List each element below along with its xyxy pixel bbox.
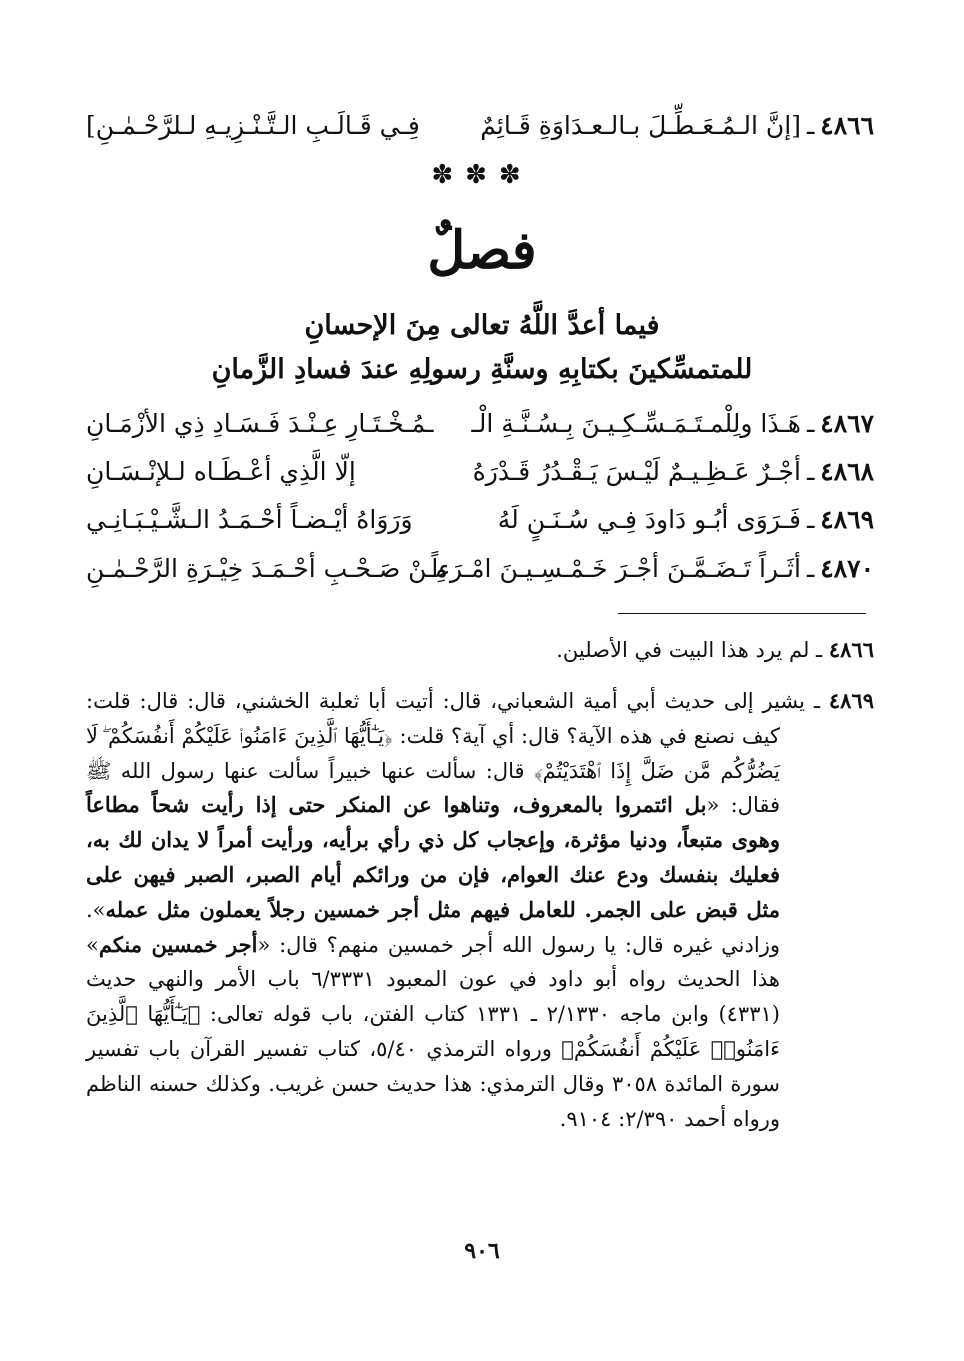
verse-4866 [86, 113, 874, 138]
page-number: ٩٠٦ [464, 1238, 500, 1264]
verse-first-hemistich: فَـرَوَى أبُـو دَاودَ فِـي سُـنَـنٍ لَهُ [497, 505, 801, 534]
verse-number: ٤٨٦٨ [820, 457, 874, 486]
section-heading-line-2: للمتمسِّكينَ بكتابِهِ وسنَّةِ رسولِهِ عندَ فسادِ الزَّمانِ [211, 354, 753, 385]
verse-dash: ـ [806, 111, 815, 140]
verse-dash: ـ [806, 457, 815, 486]
footnote-text-part-1: يشير إلى حديث أبي أمية الشعباني، قال: أتيت أبا ثعلبة الخشني، قال: قال: قلت: كيف نصنع في هذه الآية؟ قال: أي آية؟ قلت: ﴿يَـٰٓأَيُّهَا ٱلَّذِينَ ءَامَنُوا۟ عَلَيْكُمْ أَنفُسَكُمْ ۖ لَا يَضُرُّكُم مَّن ضَلَّ إِذَا ٱهْتَدَيْتُمْ﴾ قال: سألت عنها خبيراً سألت عنها رسول الله ﷺ فقال: « [86, 689, 805, 818]
verse-4867 [86, 411, 874, 436]
verse-second-hemistich: إلّا الَّذِي أعْـطَـاه لـلإنْـسَـانِ [86, 457, 356, 486]
verse-first-hemistich: هَـذَا ولِلْمـتَـمَـسِّـكِـيـنَ بِـسُـنَّـةِ الْـ [471, 409, 801, 438]
section-divider-stars: ✽✽✽ [431, 160, 533, 190]
verse-first-hemistich: [إنَّ الـمُـعَـطِّـلَ بـالـعـدَاوَةِ قَـائِمٌ [480, 111, 801, 140]
footnote-dash: ـ [805, 689, 829, 713]
footnote-number: ٤٨٦٩ [828, 688, 874, 713]
footnote-separator [618, 613, 866, 614]
verse-4869 [86, 507, 874, 532]
verse-first-hemistich: أجْـرٌ عَـظِـيـمٌ لَيْـسَ يَـقْـدُرُ قَـدْرَهُ [472, 457, 801, 486]
verse-number: ٤٨٦٩ [820, 505, 874, 534]
footnote-dash: ـ [809, 638, 823, 662]
verse-second-hemistich: فِـي قَـالَـبِ الـتَّـنْـزِيـهِ لـلرَّحْـمٰـنِ] [86, 111, 420, 140]
verse-second-hemistich: ـمُـخْـتَـارِ عِـنْـدَ فَـسَـادِ ذِي الأزْمَـانِ [86, 409, 434, 438]
footnote-paragraph [86, 684, 874, 1136]
section-heading-line-1: فيما أعدَّ اللَّهُ تعالى مِنَ الإحسانِ [304, 310, 660, 341]
footnote-text-part-3: » هذا الحديث رواه أبو داود في عون المعبود ٦/٣٣٣١ باب الأمر والنهي حديث (٤٣٣١) وابن ماجه ٢/١٣٣٠ ـ ١٣٣١ كتاب الفتن، باب قوله تعالى: ﴿يَـٰٓأَيُّهَا ٱلَّذِينَ ءَامَنُوا۟ عَلَيْكُمْ أَنفُسَكُمْ﴾ ورواه الترمذي ٥/٤٠، كتاب تفسير القرآن باب تفسير سورة المائدة ٣٠٥٨ وقال الترمذي: هذا حديث حسن غريب. وكذلك حسنه الناظم ورواه أحمد ٢/٣٩٠: ٩١٠٤. [86, 932, 780, 1131]
footnote-text-part-2: ». وزادني غيره قال: يا رسول الله أجر خمسين منهم؟ قال: « [86, 897, 780, 957]
footnote-4869 [86, 684, 874, 1136]
section-title: فصلٌ [427, 220, 537, 281]
hadith-quote-bold: بل ائتمروا بالمعروف، وتناهوا عن المنكر حتى إذا رأيت شحاً مطاعاً وهوى متبعاً، ودنيا مؤثرة، وإعجاب كل ذي رأي برأيه، ورأيت أمراً لا يدان لك به، فعليك بنفسك ودع عنك العوام، فإن من ورائكم أيام الصبر، الصبر فيهن على مثل قبض على الجمر. للعامل فيهم مثل أجر خمسين رجلاً يعملون مثل عمله [86, 792, 780, 922]
footnote-4866 [86, 637, 874, 662]
hadith-quote-bold-2: أجر خمسين منكم [98, 931, 258, 957]
footnote-number: ٤٨٦٦ [828, 637, 874, 662]
verse-number: ٤٨٦٧ [820, 409, 874, 438]
verse-number: ٤٨٧٠ [820, 554, 874, 583]
verse-4868 [86, 459, 874, 484]
verse-second-hemistich: وَرَوَاهُ أيْـضـاً أحْـمَـدُ الـشَّـيْـبَـانِـي [86, 505, 413, 534]
verse-dash: ـ [806, 409, 815, 438]
verse-number: ٤٨٦٦ [820, 111, 874, 140]
verse-dash: ـ [806, 505, 815, 534]
verse-dash: ـ [806, 554, 815, 583]
footnote-text: لم يرد هذا البيت في الأصلين. [556, 638, 810, 662]
verse-second-hemistich: مِـنْ صَـحْـبِ أحْـمَـدَ خِيْـرَةِ الرَّحْـمٰـنِ [86, 554, 448, 583]
verse-first-hemistich: أثَـراً تَـضَـمَّـنَ أجْـرَ خَـمْـسِـيـنَ امْـرَءاً [431, 554, 801, 583]
verse-4870 [86, 556, 874, 581]
